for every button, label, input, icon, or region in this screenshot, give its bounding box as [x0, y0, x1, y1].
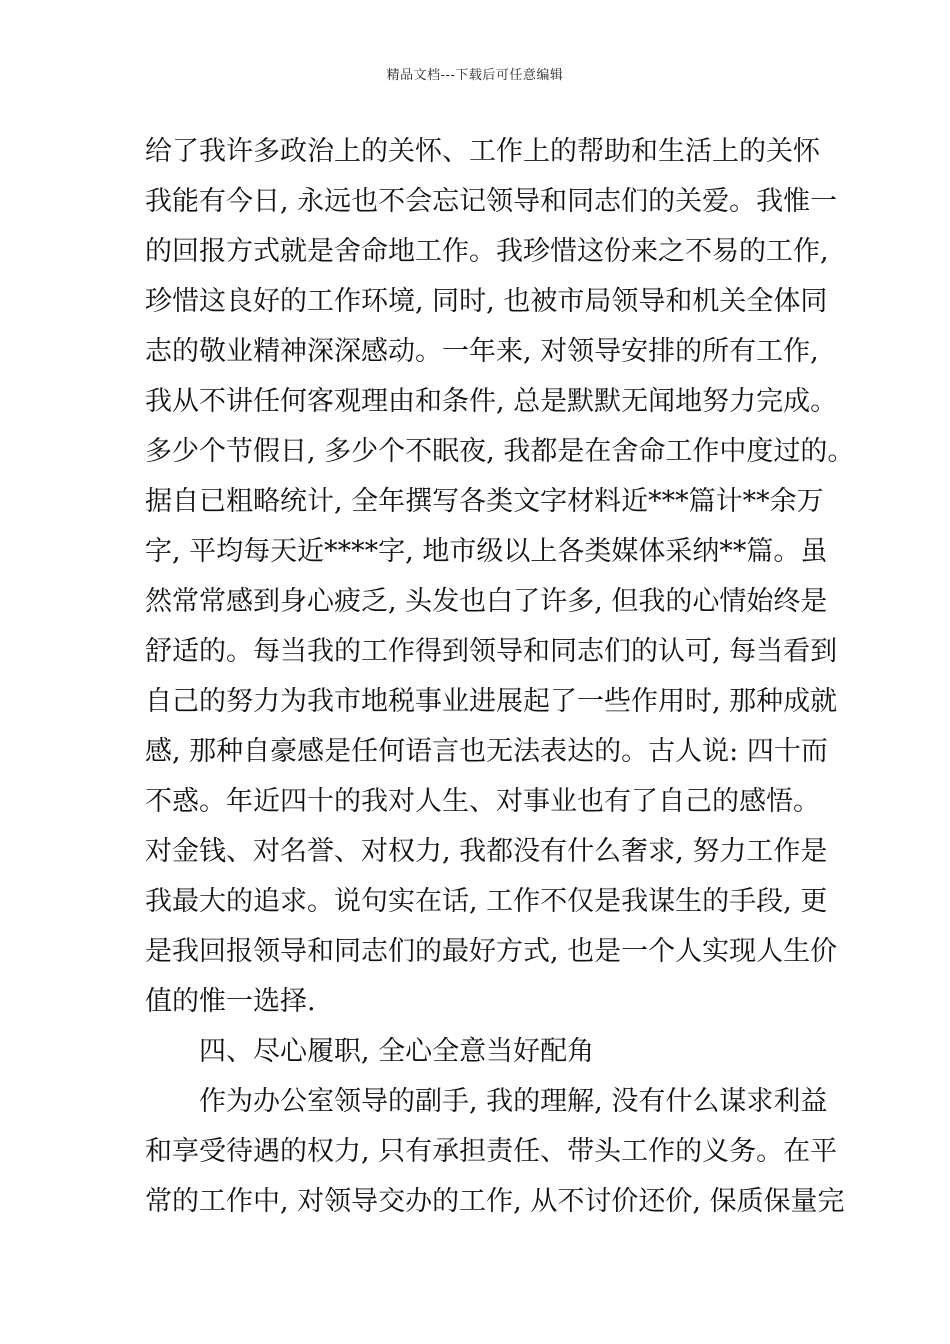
text-line: 感, 那种自豪感是任何语言也无法表达的。古人说: 四十而 [145, 736, 828, 767]
text-line: 不惑。年近四十的我对人生、对事业也有了自己的感悟。 [145, 786, 820, 817]
text-line: 我从不讲任何客观理由和条件, 总是默默无闻地努力完成。 [145, 386, 838, 417]
text-line: 然常常感到身心疲乏, 头发也白了许多, 但我的心情始终是 [145, 586, 828, 617]
text-line: 自己的努力为我市地税事业进展起了一些作用时, 那种成就 [145, 686, 838, 717]
section-heading: 四、尽心履职, 全心全意当好配角 [199, 1036, 595, 1067]
text-line: 志的敬业精神深深感动。一年来, 对领导安排的所有工作, [145, 336, 819, 367]
text-line: 我最大的追求。说句实在话, 工作不仅是我谋生的手段, 更 [145, 886, 828, 917]
text-line: 作为办公室领导的副手, 我的理解, 没有什么谋求利益 [199, 1086, 828, 1117]
text-line: 舒适的。每当我的工作得到领导和同志们的认可, 每当看到 [145, 636, 838, 667]
text-line: 是我回报领导和同志们的最好方式, 也是一个人实现人生价 [145, 936, 838, 967]
text-line: 值的惟一选择. [145, 986, 316, 1017]
page-header: 精品文档---下载后可任意编辑 [386, 68, 564, 83]
text-line: 的回报方式就是舍命地工作。我珍惜这份来之不易的工作, [145, 236, 829, 267]
text-line: 我能有今日, 永远也不会忘记领导和同志们的关爱。我惟一 [145, 186, 838, 217]
text-line: 给了我许多政治上的关怀、工作上的帮助和生活上的关怀 [145, 136, 820, 167]
text-line: 字, 平均每天近****字, 地市级以上各类媒体采纳**篇。虽 [145, 536, 828, 567]
text-line: 和享受待遇的权力, 只有承担责任、带头工作的义务。在平 [145, 1136, 838, 1167]
text-line: 珍惜这良好的工作环境, 同时, 也被市局领导和机关全体同 [145, 286, 828, 317]
text-line: 常的工作中, 对领导交办的工作, 从不讨价还价, 保质保量完 [145, 1186, 845, 1217]
text-line: 对金钱、对名誉、对权力, 我都没有什么奢求, 努力工作是 [145, 836, 828, 867]
document-body [145, 127, 855, 1227]
text-line: 据自已粗略统计, 全年撰写各类文字材料近***篇计**余万 [145, 486, 824, 517]
text-line: 多少个节假日, 多少个不眠夜, 我都是在舍命工作中度过的。 [145, 436, 855, 467]
